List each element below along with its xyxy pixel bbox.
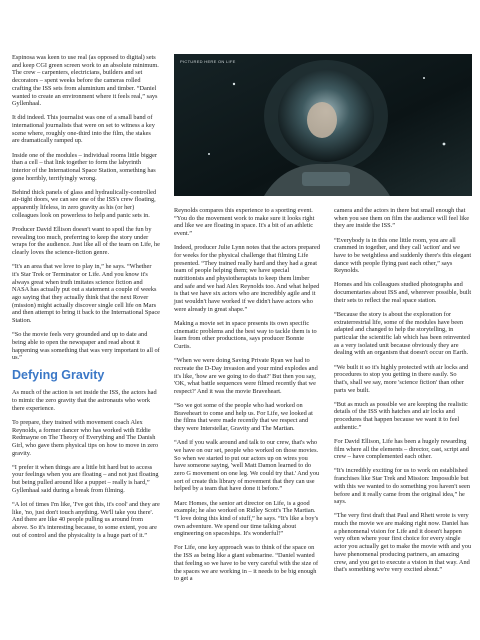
- paragraph: Homes and his colleagues studied photographs and documentaries about ISS and, wherever possible, built their sets to reflect the real space station.: [334, 281, 472, 304]
- paragraph: For David Ellison, Life has been a hugely rewarding film where all the elements – director, cast, script and crew – have complemented each other.: [334, 437, 469, 461]
- paragraph: “So the movie feels very grounded and up to date and being able to open the newspaper and read about it happening was something that was very important to all of us.”: [12, 331, 160, 362]
- article-column-1: [12, 54, 160, 546]
- paragraph: “But as much as possible we are keeping the realistic details of the ISS with hatches and air locks and procedures that happen because we want it to feel authentic.”: [334, 400, 468, 431]
- paragraph: It did indeed. This journalist was one of a small band of international journalists that were on set to witness a key scene where, roughly one-third into the film, the stakes are dramatically ramped up.: [12, 114, 155, 145]
- paragraph: “It's incredibly exciting for us to work on established franchises like Star Trek and Mission: Impossible but with this we wanted to do something you haven't seen before and it really came from the original idea,” he says.: [334, 467, 470, 506]
- paragraph: Inside one of the modules – individual rooms little bigger than a cell – that link together to form the labyrinth interior of the International Space Station, something has gone horribly, terrifyingly wrong.: [12, 151, 157, 182]
- paragraph: “The very first draft that Paul and Rhett wrote is very much the movie we are making right now. Daniel has a phenomenal vision for Life and it doesn't happen very often where your first choice for every single actor you actually get to make the movie with and you have phenomenal producing partners, an amazing crew, and you get to execute a vision in that way. And that's something we're very excited about.”: [334, 512, 472, 574]
- paragraph: “I prefer it when things are a little bit hard but to access your feelings when you are floating – and not just floating but being pulled around like a puppet – really is hard,” Gyllenhaal said during a break from filming.: [12, 463, 159, 494]
- paragraph: “We built it so it's highly protected with air locks and procedures to stop you getting in there easily. So that's, shall we say, more 'science fiction' than other parts we built.: [334, 363, 469, 394]
- paragraph: Espinosa was keen to use real (as opposed to digital) sets and keep CGI green screen work to an absolute minimum. The crew – carpenters, electricians, builders and set decorators – spent weeks before the cameras rolled crafting the ISS sets from aluminium and timber. “Daniel wanted to create an environment where it feels real,” says Gyllenhaal.: [12, 54, 159, 108]
- paragraph: “Because the story is about the exploration for extraterrestrial life, some of the modules have been adapted and changed to help the storytelling, in particular the scientific lab which has been reinvented as a very isolated unit because obviously they are dealing with an organism that doesn't occur on Earth.: [334, 310, 470, 357]
- paragraph: As much of the action is set inside the ISS, the actors had to mimic the zero gravity that the astronauts who work there experience.: [12, 389, 157, 412]
- paragraph: Marc Homes, the senior art director on Life, is a good example; he also worked on Ridley Scott's The Martian. “I love doing this kind of stuff,” he says. “It's like a boy's own adventure. We spend our time talking about engineering on spaceships. It's wonderful!”: [174, 499, 319, 538]
- paragraph: “So we got some of the people who had worked on Braveheart to come and help us. For Life, we looked at the films that were made recently that we respect and they were Interstellar, Gravity and The Martian.: [174, 402, 313, 433]
- paragraph: Indeed, producer Julie Lynn notes that the actors prepared for weeks for the physical challenge that filming Life presented. “They trained really hard and they had a great team of people helping them; we have special nutritionists and physiotherapists to keep them limber and safe and we had Alex Reynolds too. And what helped is that we have six actors who are incredibly agile and it just wouldn't have worked if we didn't have actors who were already in great shape.”: [174, 244, 320, 313]
- paragraph: Making a movie set in space presents its own specific cinematic problems and the best way to tackle them is to learn from other productions, says producer Bonnie Curtis.: [174, 319, 317, 351]
- paragraph: Producer David Ellison doesn't want to spoil the fun by revealing too much, preferring to keep the story under wraps for the audience. Just like all of the team on Life, he clearly loves the science-fiction genre.: [12, 225, 160, 257]
- film-still-photo: [174, 54, 472, 196]
- paragraph: Behind thick panels of glass and hydraulically-controlled air-tight doors, we can see one of the ISS's crew floating, apparently lifeless, in zero gravity as his (or her) colleagues look on powerless to help and panic sets in.: [12, 188, 157, 219]
- paragraph: “When we were doing Saving Private Ryan we had to recreate the D-Day invasion and your mind explodes and it's like, 'how are we going to do that?' But then you say, 'OK, what battle sequences were filmed recently that we respect?' And it was the movie Braveheart.: [174, 357, 318, 395]
- astronaut-image: [174, 54, 472, 196]
- article-column-2: [174, 207, 320, 589]
- photo-caption: PICTURED HERE ON LIFE: [180, 59, 236, 64]
- section-heading: Defying Gravity: [12, 368, 105, 383]
- paragraph: “It's an area that we love to play in,” he says. “Whether it's Star Trek or Terminator or Life. And you know it's always great when truth imitates science fiction and NASA has actually put out a statement a couple of weeks ago saying that they actually think that the next Rover (mission) might actually discover single cell life on Mars and then attempt to bring it back to the International Space Station.: [12, 263, 160, 325]
- paragraph: Reynolds compares this experience to a sporting event. “You do the movement work to make sure it looks right and like we are floating in space. It's a bit of an athletic event.”: [174, 207, 315, 238]
- paragraph: “A lot of times I'm like, 'I've got this, it's cool' and they are like, 'no, just don't touch anything. We'll take you there'. And there are like 40 people pulling us around from above. So it's interesting because, to some extent, you are out of control and the physicality is a huge part of it.”: [12, 500, 160, 539]
- paragraph: To prepare, they trained with movement coach Alex Reynolds, a former dancer who has worked with Eddie Redmayne on The Theory of Everything and The Danish Girl, who gave them physical tips on how to move in zero gravity.: [12, 418, 159, 457]
- paragraph: “And if you walk around and talk to our crew, that's who we have on our set, people who worked on those movies. So when we started to put our actors up on wires you have someone saying, 'well Matt Damon learned to do zero G movement on one leg. We could try that.' And you sort of create this library of movement that they can use helped by a team that have done it before.”: [174, 439, 320, 493]
- paragraph: camera and the actors in there but small enough that when you see them on film the audience will feel like they are inside the ISS.”: [334, 207, 469, 230]
- article-column-3: [334, 207, 472, 580]
- paragraph: “Everybody is in this one little room, you are all crammed in together, and they call 'action' and we have to be weightless and suddenly there's this elegant dance with people flying past each other,” says Reynolds.: [334, 236, 472, 275]
- paragraph: For Life, one key approach was to think of the space on the ISS as being like a giant submarine. “Daniel wanted that feeling so we have to be very careful with the size of the spaces we are working in – it needs to be big enough to get a: [174, 544, 319, 583]
